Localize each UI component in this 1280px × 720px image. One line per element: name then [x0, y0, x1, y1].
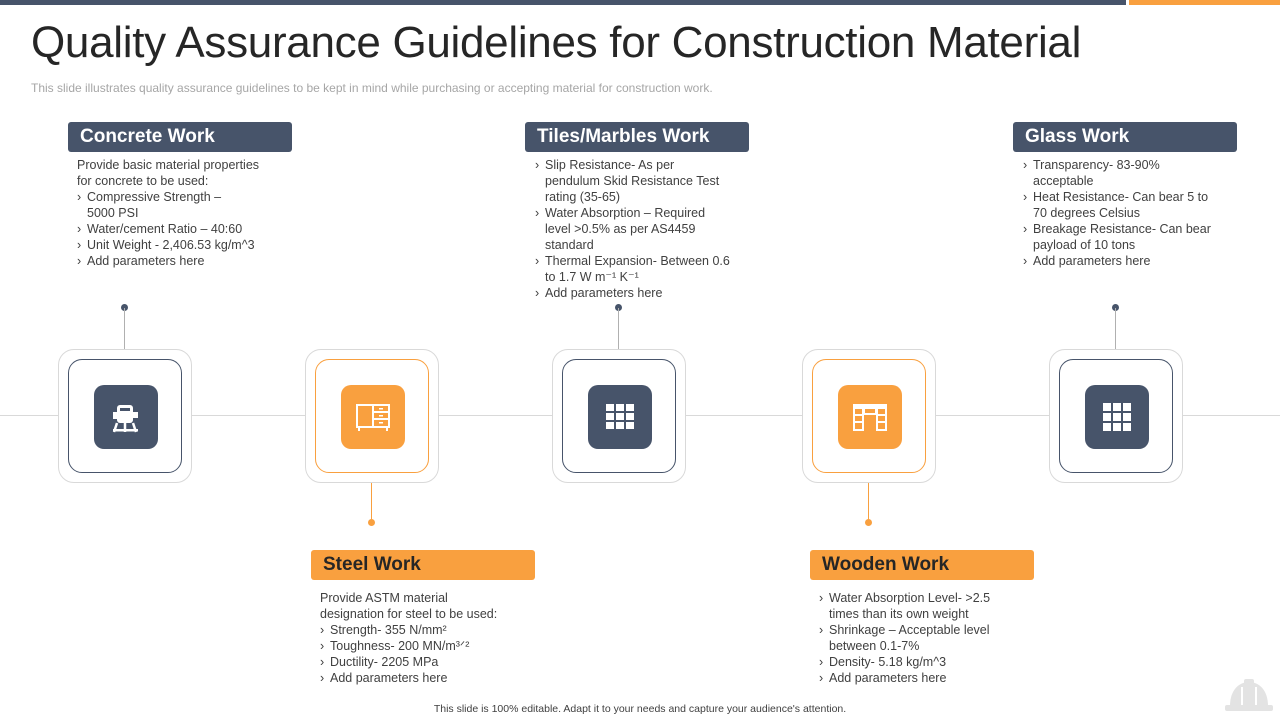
slide-subtitle: This slide illustrates quality assurance guidelines to be kept in mind while purchasing or accepting material for construction work.: [31, 81, 713, 95]
glass-node-frame: [1059, 359, 1173, 473]
steel-node: [305, 349, 439, 483]
steel-connector-line: [371, 483, 372, 521]
list-item: › Thermal Expansion- Between 0.6 to 1.7 W m⁻¹ K⁻¹: [535, 253, 750, 285]
wooden-node-frame: [812, 359, 926, 473]
wooden-furniture-icon: [838, 385, 902, 449]
list-item: › Water/cement Ratio – 40:60: [77, 221, 292, 237]
tiles-node-frame: [562, 359, 676, 473]
wooden-connector-line: [868, 483, 869, 521]
list-item: › Heat Resistance- Can bear 5 to 70 degrees Celsius: [1023, 189, 1238, 221]
tiles-marbles-work-heading: Tiles/Marbles Work: [525, 122, 749, 152]
list-item: › Ductility- 2205 MPa: [320, 654, 535, 670]
glass-work-details: [1023, 157, 1238, 269]
list-item: › Add parameters here: [819, 670, 1034, 686]
wooden-work-heading: Wooden Work: [810, 550, 1034, 580]
concrete-parameter-list: [77, 189, 292, 269]
wooden-node: [802, 349, 936, 483]
steel-node-frame: [315, 359, 429, 473]
concrete-node: [58, 349, 192, 483]
list-item: › Unit Weight - 2,406.53 kg/m^3: [77, 237, 292, 253]
list-item: › Slip Resistance- As per pendulum Skid Resistance Test rating (35-65): [535, 157, 750, 205]
steel-parameter-list: [320, 622, 535, 686]
tiles-grid-icon: [588, 385, 652, 449]
slide-title: Quality Assurance Guidelines for Construction Material: [31, 18, 1082, 67]
footer-note: This slide is 100% editable. Adapt it to your needs and capture your audience's attention.: [433, 703, 847, 715]
steel-work-details: [320, 590, 535, 686]
list-item: › Compressive Strength – 5000 PSI: [77, 189, 292, 221]
tiles-marbles-work-details: [535, 157, 750, 301]
steel-connector-dot: [368, 519, 375, 526]
concrete-mixer-icon: [94, 385, 158, 449]
steel-intro-line-2: designation for steel to be used:: [320, 607, 498, 621]
concrete-intro-line-1: Provide basic material properties: [77, 158, 260, 172]
concrete-intro-line-2: for concrete to be used:: [77, 174, 209, 188]
list-item: › Shrinkage – Acceptable level between 0.1-7%: [819, 622, 1034, 654]
concrete-node-frame: [68, 359, 182, 473]
top-accent-bar-dark: [0, 0, 1126, 5]
tiles-node: [552, 349, 686, 483]
wooden-parameter-list: [819, 590, 1034, 686]
concrete-work-heading: Concrete Work: [68, 122, 292, 152]
glass-parameter-list: [1023, 157, 1238, 269]
tiles-parameter-list: [535, 157, 750, 301]
list-item: › Add parameters here: [535, 285, 750, 301]
glass-node: [1049, 349, 1183, 483]
list-item: › Breakage Resistance- Can bear payload of 10 tons: [1023, 221, 1238, 253]
list-item: › Toughness- 200 MN/m³ᐟ²: [320, 638, 535, 654]
list-item: › Add parameters here: [320, 670, 535, 686]
list-item: › Water Absorption – Required level >0.5% as per AS4459 standard: [535, 205, 750, 253]
glass-work-heading: Glass Work: [1013, 122, 1237, 152]
steel-work-heading: Steel Work: [311, 550, 535, 580]
list-item: › Strength- 355 N/mm²: [320, 622, 535, 638]
list-item: › Add parameters here: [77, 253, 292, 269]
list-item: › Transparency- 83-90% acceptable: [1023, 157, 1238, 189]
steel-intro-line-1: Provide ASTM material: [320, 591, 448, 605]
glass-window-icon: [1085, 385, 1149, 449]
hard-hat-icon: [1222, 676, 1276, 719]
top-accent-bar-orange: [1129, 0, 1280, 5]
wooden-connector-dot: [865, 519, 872, 526]
tiles-connector-line: [618, 308, 619, 350]
glass-connector-line: [1115, 308, 1116, 350]
list-item: › Water Absorption Level- >2.5 times than its own weight: [819, 590, 1034, 622]
list-item: › Add parameters here: [1023, 253, 1238, 269]
steel-cabinet-icon: [341, 385, 405, 449]
list-item: › Density- 5.18 kg/m^3: [819, 654, 1034, 670]
concrete-work-details: [77, 157, 292, 269]
concrete-connector-line: [124, 308, 125, 350]
wooden-work-details: [819, 590, 1034, 686]
